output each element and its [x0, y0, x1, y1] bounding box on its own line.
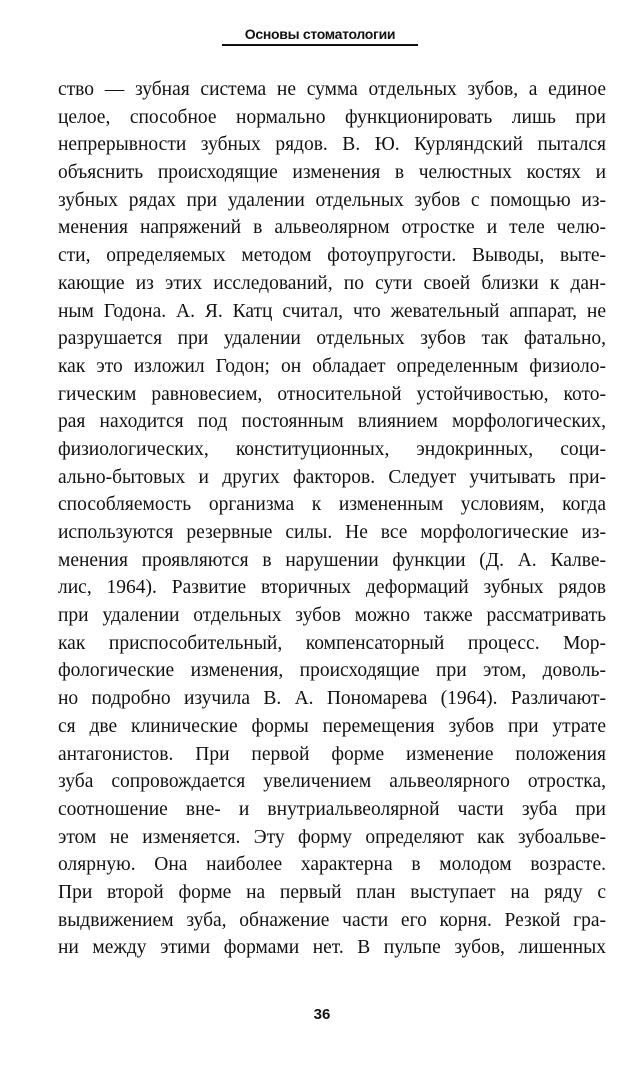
text-line: ся две клинические формы перемещения зубов при утрате — [58, 715, 606, 737]
text-line: ным Годона. А. Я. Катц считал, что жевательный аппарат, не — [58, 300, 606, 322]
header-rule — [222, 44, 418, 46]
text-line: фологические изменения, происходящие при этом, доволь- — [58, 660, 606, 682]
text-line: как приспособительный, компенсаторный процесс. Мор- — [58, 632, 606, 654]
text-line: ально-бытовых и других факторов. Следует учитывать при- — [58, 466, 606, 488]
body-text — [58, 76, 606, 962]
text-line: зубных рядах при удалении отдельных зубов с помощью из- — [58, 189, 606, 211]
text-line: объяснить происходящие изменения в челюстных костях и — [58, 162, 606, 184]
text-line: как это изложил Годон; он обладает определенным физиоло- — [58, 355, 606, 377]
text-line: ство — зубная система не сумма отдельных зубов, а единое — [58, 79, 606, 100]
text-line: сти, определяемых методом фотоупругости. Выводы, выте- — [58, 245, 606, 267]
text-line: при удалении отдельных зубов можно также рассматривать — [58, 605, 606, 627]
text-line: олярную. Она наиболее характерна в молодом возрасте. — [58, 854, 606, 876]
text-line: выдвижением зуба, обнажение части его корня. Резкой гра- — [58, 909, 606, 931]
text-line: физиологических, конституционных, эндокринных, соци- — [58, 438, 606, 460]
text-line: этом не изменяется. Эту форму определяют как зубоальве- — [58, 826, 606, 848]
text-line: целое, способное нормально функционировать лишь при — [58, 106, 606, 128]
text-line-last: ни между этими формами нет. В пульпе зубов, лишенных — [58, 937, 606, 959]
text-line: рая находится под постоянным влиянием морфологических, — [58, 411, 606, 433]
text-line: антагонистов. При первой форме изменение положения — [58, 743, 606, 765]
text-line: но подробно изучила В. А. Пономарева (1964). Различают- — [58, 688, 606, 710]
text-line: менения проявляются в нарушении функции (Д. А. Калве- — [58, 549, 606, 571]
text-line: лис, 1964). Развитие вторичных деформаций зубных рядов — [58, 577, 606, 599]
text-line: зуба сопровождается увеличением альвеолярного отростка, — [58, 771, 606, 793]
text-line: менения напряжений в альвеолярном отростке и теле челю- — [58, 217, 606, 239]
text-line: разрушается при удалении отдельных зубов так фатально, — [58, 328, 606, 350]
text-line: способляемость организма к измененным условиям, когда — [58, 494, 606, 516]
text-line: кающие из этих исследований, по сути своей близки к дан- — [58, 272, 606, 294]
text-line: При второй форме на первый план выступает на ряду с — [58, 881, 606, 903]
page-number: 36 — [313, 1006, 331, 1023]
running-header: Основы стоматологии — [244, 26, 396, 42]
text-line: используются резервные силы. Не все морфологические из- — [58, 522, 606, 543]
text-line: соотношение вне- и внутриальвеолярной части зуба при — [58, 798, 606, 820]
text-line: гическим равновесием, относительной устойчивостью, кото- — [58, 383, 606, 405]
text-line: непрерывности зубных рядов. В. Ю. Курляндский пытался — [58, 134, 606, 156]
